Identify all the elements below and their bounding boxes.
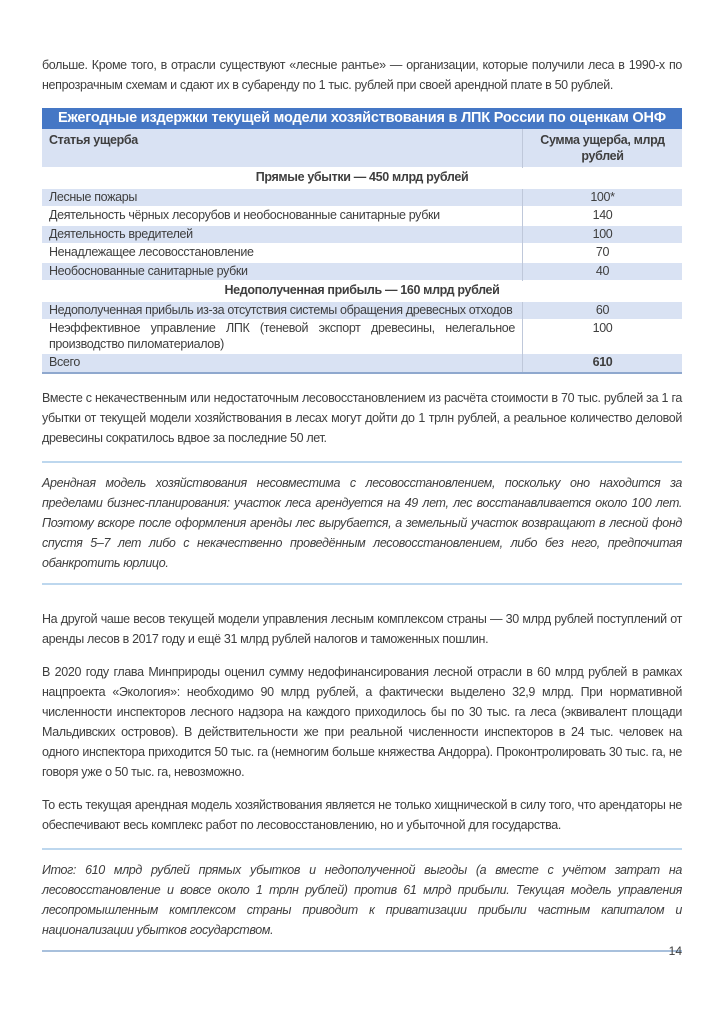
damage-item: Деятельность вредителей bbox=[42, 225, 523, 244]
damage-item: Неэффективное управление ЛПК (теневой экспорт древесины, нелегальное производство пиломатериалов) bbox=[42, 320, 523, 354]
table-header-row bbox=[42, 129, 682, 168]
damage-item: Необоснованные санитарные рубки bbox=[42, 262, 523, 281]
total-label: Всего bbox=[42, 354, 523, 373]
section-header-lost-profit bbox=[42, 281, 682, 302]
table-row bbox=[42, 225, 682, 244]
damage-value: 70 bbox=[523, 244, 683, 263]
damage-value: 140 bbox=[523, 207, 683, 226]
quote-block-summary: Итог: 610 млрд рублей прямых убытков и недополученной выгоды (а вместе с учётом затрат на лесовосстановление и вовсе около 1 трлн рублей) против 61 млрд прибыли. Текущая модель управления лесопромышленным комплексом страны приводит к приватизации прибыли частным капиталом и национализации убытков государством. bbox=[42, 848, 682, 952]
paragraph-conclusion-model: То есть текущая арендная модель хозяйствования является не только хищнической в силу того, что арендаторы не обеспечивают весь комплекс работ по лесовосстановлению, но и убыточной для государства. bbox=[42, 797, 682, 832]
quote-block-lease-model: Арендная модель хозяйствования несовместима с лесовосстановлением, поскольку оно находится за пределами бизнес-планирования: участок леса арендуется на 49 лет, лес восстанавливается около 100 лет. Поэтому вскоре после оформления аренды лес вырубается, а земельный участок возвращают в лесной фонд спустя 5–7 лет либо с некачественно проведённым лесовосстановлением, либо без него, предпочитая обанкротить юрлицо. bbox=[42, 461, 682, 585]
table-title-row bbox=[42, 108, 682, 129]
table-row bbox=[42, 301, 682, 320]
paragraph-scales: На другой чаше весов текущей модели управления лесным комплексом страны — 30 млрд рублей поступлений от аренды лесов в 2017 году и ещё 31 млрд рублей налогов и таможенных пошлин. bbox=[42, 611, 682, 646]
damage-value: 100* bbox=[523, 188, 683, 207]
damage-value: 60 bbox=[523, 301, 683, 320]
paragraph-after-table: Вместе с некачественным или недостаточным лесовосстановлением из расчёта стоимости в 70 тыс. рублей за 1 га убытки от текущей модели хозяйствования в лесах могут дойти до 1 трлн рублей, а реальное количество деловой древесины сократилось вдвое за последние 50 лет. bbox=[42, 390, 682, 445]
table-row bbox=[42, 262, 682, 281]
total-value: 610 bbox=[523, 354, 683, 373]
table-row bbox=[42, 320, 682, 354]
table-title: Ежегодные издержки текущей модели хозяйствования в ЛПК России по оценкам ОНФ bbox=[42, 108, 682, 129]
damage-item: Деятельность чёрных лесорубов и необоснованные санитарные рубки bbox=[42, 207, 523, 226]
section-label: Недополученная прибыль — 160 млрд рублей bbox=[42, 281, 682, 302]
damage-item: Ненадлежащее лесовосстановление bbox=[42, 244, 523, 263]
table-total-row bbox=[42, 354, 682, 373]
damage-value: 100 bbox=[523, 320, 683, 354]
damage-item: Лесные пожары bbox=[42, 188, 523, 207]
damage-item: Недополученная прибыль из-за отсутствия системы обращения древесных отходов bbox=[42, 301, 523, 320]
table-row bbox=[42, 188, 682, 207]
table-row bbox=[42, 244, 682, 263]
column-header-sum: Сумма ущерба, млрд рублей bbox=[523, 129, 683, 168]
table-row bbox=[42, 207, 682, 226]
damage-table bbox=[42, 108, 682, 374]
page-number: 14 bbox=[668, 944, 682, 958]
paragraph-year-2020: В 2020 году глава Минприроды оценил сумму недофинансирования лесной отрасли в 60 млрд рублей в рамках нацпроекта «Экология»: необходимо 90 млрд рублей, а фактически выделено 32,9 млрд. При нормативной численности инспекторов лесного надзора на каждого приходилось бы по 30 тыс. га леса (эквивалент площади Мальдивских островов). В действительности же при реальной численности инспекторов в 24 тыс. человек на одного инспектора приходится 50 тыс. га (немногим больше княжества Андорра). Проконтролировать 30 тыс. га, не говоря уже о 50 тыс. га, невозможно. bbox=[42, 664, 682, 779]
section-header-direct-losses bbox=[42, 168, 682, 189]
damage-value: 100 bbox=[523, 225, 683, 244]
damage-value: 40 bbox=[523, 262, 683, 281]
column-header-item: Статья ущерба bbox=[42, 129, 523, 168]
section-label: Прямые убытки — 450 млрд рублей bbox=[42, 168, 682, 189]
paragraph-intro: больше. Кроме того, в отрасли существуют «лесные рантье» — организации, которые получили леса в 1990-х по непрозрачным схемам и сдают их в субаренду по 1 тыс. рублей при своей арендной плате в 50 рублей. bbox=[42, 58, 682, 92]
